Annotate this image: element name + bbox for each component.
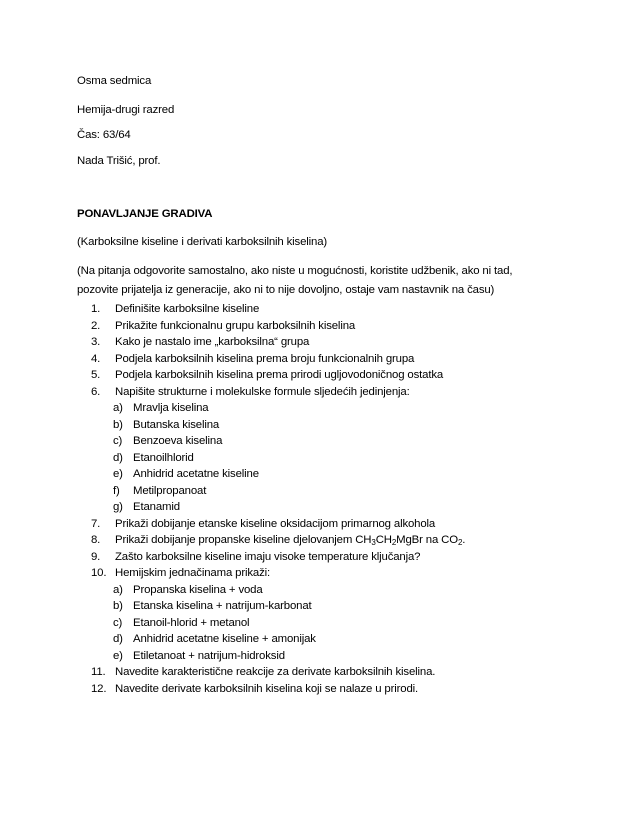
- list-subitem: c) Etanoil-hlorid + metanol: [113, 616, 250, 629]
- list-item: 3. Kako je nastalo ime „karboksilna“ grupa: [91, 336, 310, 348]
- list-item: 2. Prikažite funkcionalnu grupu karboksilnih kiselina: [91, 319, 356, 332]
- subject-label: Hemija-drugi razred: [77, 104, 175, 116]
- list-subitem: a) Propanska kiselina + voda: [113, 583, 263, 596]
- list-item: 12. Navedite derivate karboksilnih kiselina koji se nalaze u prirodi.: [91, 682, 419, 695]
- teacher-label: Nada Trišić, prof.: [77, 155, 161, 167]
- section-subtitle: (Karboksilne kiseline i derivati karboksilnih kiselina): [77, 236, 328, 248]
- list-subitem: e) Anhidrid acetatne kiseline: [113, 468, 259, 480]
- question-list: [77, 301, 557, 697]
- list-item: 11. Navedite karakteristične reakcije za derivate karboksilnih kiselina.: [91, 666, 436, 678]
- list-subitem: f) Metilpropanoat: [113, 484, 207, 497]
- list-item: 5. Podjela karboksilnih kiselina prema prirodi ugljovodoničnog ostatka: [91, 369, 444, 381]
- list-subitem: b) Etanska kiselina + natrijum-karbonat: [113, 600, 312, 612]
- list-subitem: c) Benzoeva kiselina: [113, 435, 223, 447]
- list-subitem: g) Etanamid: [113, 501, 180, 513]
- list-item: 10. Hemijskim jednačinama prikaži:: [91, 567, 271, 579]
- list-subitem: b) Butanska kiselina: [113, 418, 220, 431]
- list-subitem: e) Etiletanoat + natrijum-hidroksid: [113, 649, 285, 662]
- list-item: 8. Prikaži dobijanje propanske kiseline djelovanjem $CH_3CH_2MgBr$ na $CO_2$.: [91, 534, 466, 547]
- section-title: PONAVLJANJE GRADIVA: [77, 208, 213, 220]
- list-item: 6. Napišite strukturne i molekulske formule sljedećih jedinjenja:: [91, 385, 410, 398]
- list-item: 7. Prikaži dobijanje etanske kiseline oksidacijom primarnog alkohola: [91, 517, 436, 530]
- week-label: Osma sedmica: [77, 75, 152, 87]
- list-subitem: d) Anhidrid acetatne kiseline + amonijak: [113, 633, 316, 645]
- list-subitem: d) Etanoilhlorid: [113, 451, 194, 464]
- list-item: 4. Podjela karboksilnih kiselina prema broju funkcionalnih grupa: [91, 352, 415, 365]
- list-subitem: a) Mravlja kiselina: [113, 402, 209, 414]
- lesson-label: Čas: 63/64: [77, 129, 131, 141]
- list-item: 1. Definišite karboksilne kiseline: [91, 303, 260, 315]
- list-item: 9. Zašto karboksilne kiseline imaju visoke temperature ključanja?: [91, 550, 421, 563]
- instructions-paragraph: (Na pitanja odgovorite samostalno, ako niste u mogućnosti, koristite udžbenik, ako ni tad, pozovite prijatelja iz generacije, ako ni to nije dovoljno, ostaje vam nastavnik na času): [77, 265, 513, 296]
